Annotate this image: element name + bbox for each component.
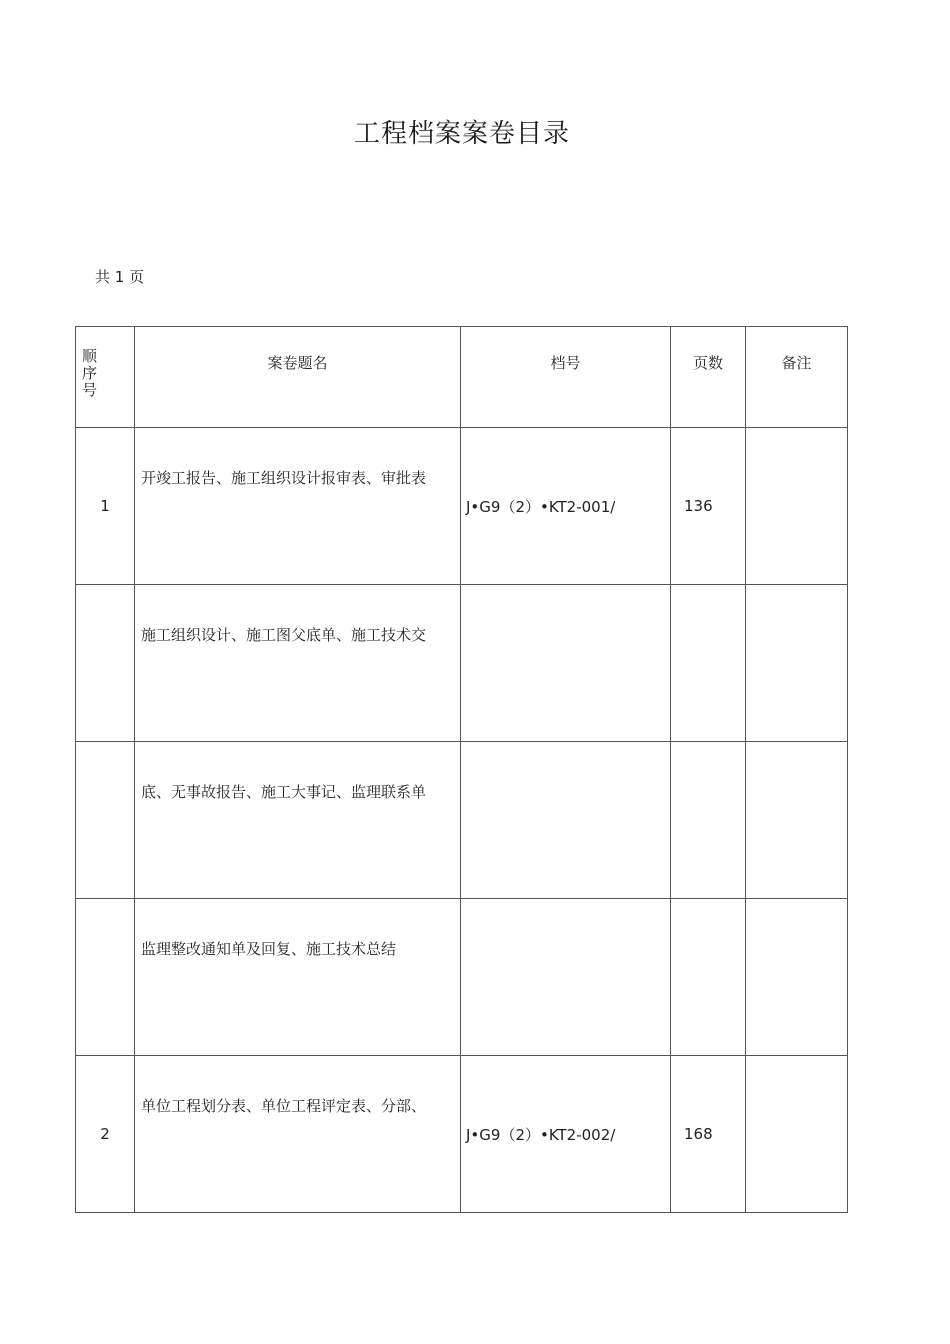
table-row xyxy=(76,899,848,1056)
cell-remarks xyxy=(746,1056,848,1213)
cell-pages xyxy=(671,899,746,1056)
cell-remarks xyxy=(746,742,848,899)
cell-code xyxy=(461,899,671,1056)
cell-seq: 1 xyxy=(76,428,135,585)
cell-title: 单位工程划分表、单位工程评定表、分部、 xyxy=(135,1056,461,1213)
cell-remarks xyxy=(746,428,848,585)
cell-title: 开竣工报告、施工组织设计报审表、审批表 xyxy=(135,428,461,585)
page-count-label: 共 1 页 xyxy=(95,268,145,286)
header-remarks: 备注 xyxy=(746,327,848,428)
table-row xyxy=(76,742,848,899)
cell-title: 施工组织设计、施工图父底单、施工技术交 xyxy=(135,585,461,742)
header-pages: 页数 xyxy=(671,327,746,428)
header-seq: 顺序号 xyxy=(76,327,135,428)
cell-pages: 168 xyxy=(671,1056,746,1213)
cell-seq xyxy=(76,585,135,742)
header-code: 档号 xyxy=(461,327,671,428)
table-row xyxy=(76,585,848,742)
cell-seq xyxy=(76,742,135,899)
cell-seq: 2 xyxy=(76,1056,135,1213)
cell-code xyxy=(461,585,671,742)
cell-title: 底、无事故报告、施工大事记、监理联系单 xyxy=(135,742,461,899)
archive-catalog-table xyxy=(75,326,848,1213)
cell-seq xyxy=(76,899,135,1056)
table-row xyxy=(76,1056,848,1213)
cell-remarks xyxy=(746,899,848,1056)
cell-pages: 136 xyxy=(671,428,746,585)
cell-code: J•G9（2）•KT2-001/ xyxy=(461,428,671,585)
cell-remarks xyxy=(746,585,848,742)
cell-code: J•G9（2）•KT2-002/ xyxy=(461,1056,671,1213)
cell-pages xyxy=(671,742,746,899)
cell-title: 监理整改通知单及回复、施工技术总结 xyxy=(135,899,461,1056)
table-row xyxy=(76,428,848,585)
header-title: 案卷题名 xyxy=(135,327,461,428)
document-title: 工程档案案卷目录 xyxy=(353,119,570,149)
cell-code xyxy=(461,742,671,899)
table-header-row xyxy=(76,327,848,428)
cell-pages xyxy=(671,585,746,742)
